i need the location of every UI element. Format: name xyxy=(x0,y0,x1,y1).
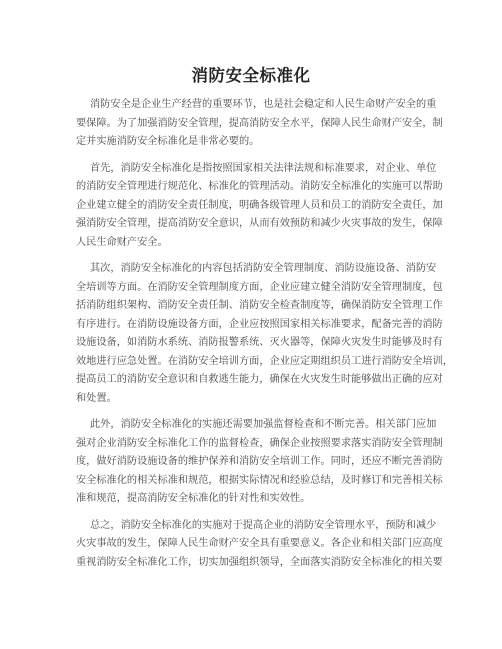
document-body xyxy=(76,96,453,580)
text-line: 要保障。为了加强消防安全管理，提高消防安全水平，保障人民生命财产安全，制 xyxy=(76,117,443,129)
text-line: 全培训等方面。在消防安全管理制度方面，企业应建立健全消防安全管理制度，包 xyxy=(76,281,443,293)
text-line: 总之，消防安全标准化的实施对于提高企业的消防安全管理水平，预防和减少 xyxy=(90,519,437,531)
text-line: 人民生命财产安全。 xyxy=(76,236,168,248)
text-line: 强对企业消防安全标准化工作的监督检查，确保企业按照要求落实消防安全管理制 xyxy=(76,437,443,449)
paragraph-intro xyxy=(76,96,443,152)
text-line: 提高员工的消防安全意识和自救逃生能力，确保在火灾发生时能够做出正确的应对 xyxy=(76,374,443,385)
text-line: 括消防组织架构、消防安全责任制、消防安全检查制度等，确保消防安全管理工作 xyxy=(76,300,443,311)
paragraph-second xyxy=(76,260,453,408)
text-line: 设施设备，如消防水系统、消防报警系统、灭火器等，保障火灾发生时能够及时有 xyxy=(76,337,443,348)
paragraph-third xyxy=(76,416,443,509)
text-line: 和处置。 xyxy=(76,392,117,404)
document-title: 消防安全标准化 xyxy=(191,66,311,85)
text-line: 火灾事故的发生，保障人民生命财产安全具有重要意义。各企业和相关部门应高度 xyxy=(76,538,443,549)
text-line: 安全标准化的相关标准和规范，根据实际情况和经验总结，及时修订和完善相关标 xyxy=(76,474,443,486)
text-line: 效地进行应急处置。在消防安全培训方面，企业应定期组织员工进行消防安全培训， xyxy=(76,355,453,367)
text-line: 其次，消防安全标准化的内容包括消防安全管理制度、消防设施设备、消防安 xyxy=(90,263,437,274)
paragraph-conclusion xyxy=(76,517,443,573)
text-line: 的消防安全管理进行规范化、标准化的管理活动。消防安全标准化的实施可以帮助 xyxy=(76,181,443,192)
paragraph-first xyxy=(76,160,443,253)
text-line: 消防安全是企业生产经营的重要环节，也是社会稳定和人民生命财产安全的重 xyxy=(90,99,437,110)
text-line: 首先，消防安全标准化是指按照国家相关法律法规和标准要求，对企业、单位 xyxy=(90,162,437,174)
text-line: 准和规范，提高消防安全标准化的针对性和实效性。 xyxy=(76,493,311,504)
text-line: 度，做好消防设施设备的维护保养和消防安全培训工作。同时，还应不断完善消防 xyxy=(76,456,443,467)
text-line: 定并实施消防安全标准化是非常必要的。 xyxy=(76,136,260,147)
text-line: 重视消防安全标准化工作，切实加强组织领导，全面落实消防安全标准化的相关要 xyxy=(76,556,443,568)
text-line: 此外，消防安全标准化的实施还需要加强监督检查和不断完善。相关部门应加 xyxy=(90,419,437,430)
text-line: 企业建立健全的消防安全责任制度，明确各级管理人员和员工的消防安全责任，加 xyxy=(76,199,443,211)
text-line: 有序进行。在消防设施设备方面，企业应按照国家相关标准要求，配备完善的消防 xyxy=(76,318,443,330)
text-line: 强消防安全管理，提高消防安全意识，从而有效预防和减少火灾事故的发生，保障 xyxy=(76,218,443,229)
